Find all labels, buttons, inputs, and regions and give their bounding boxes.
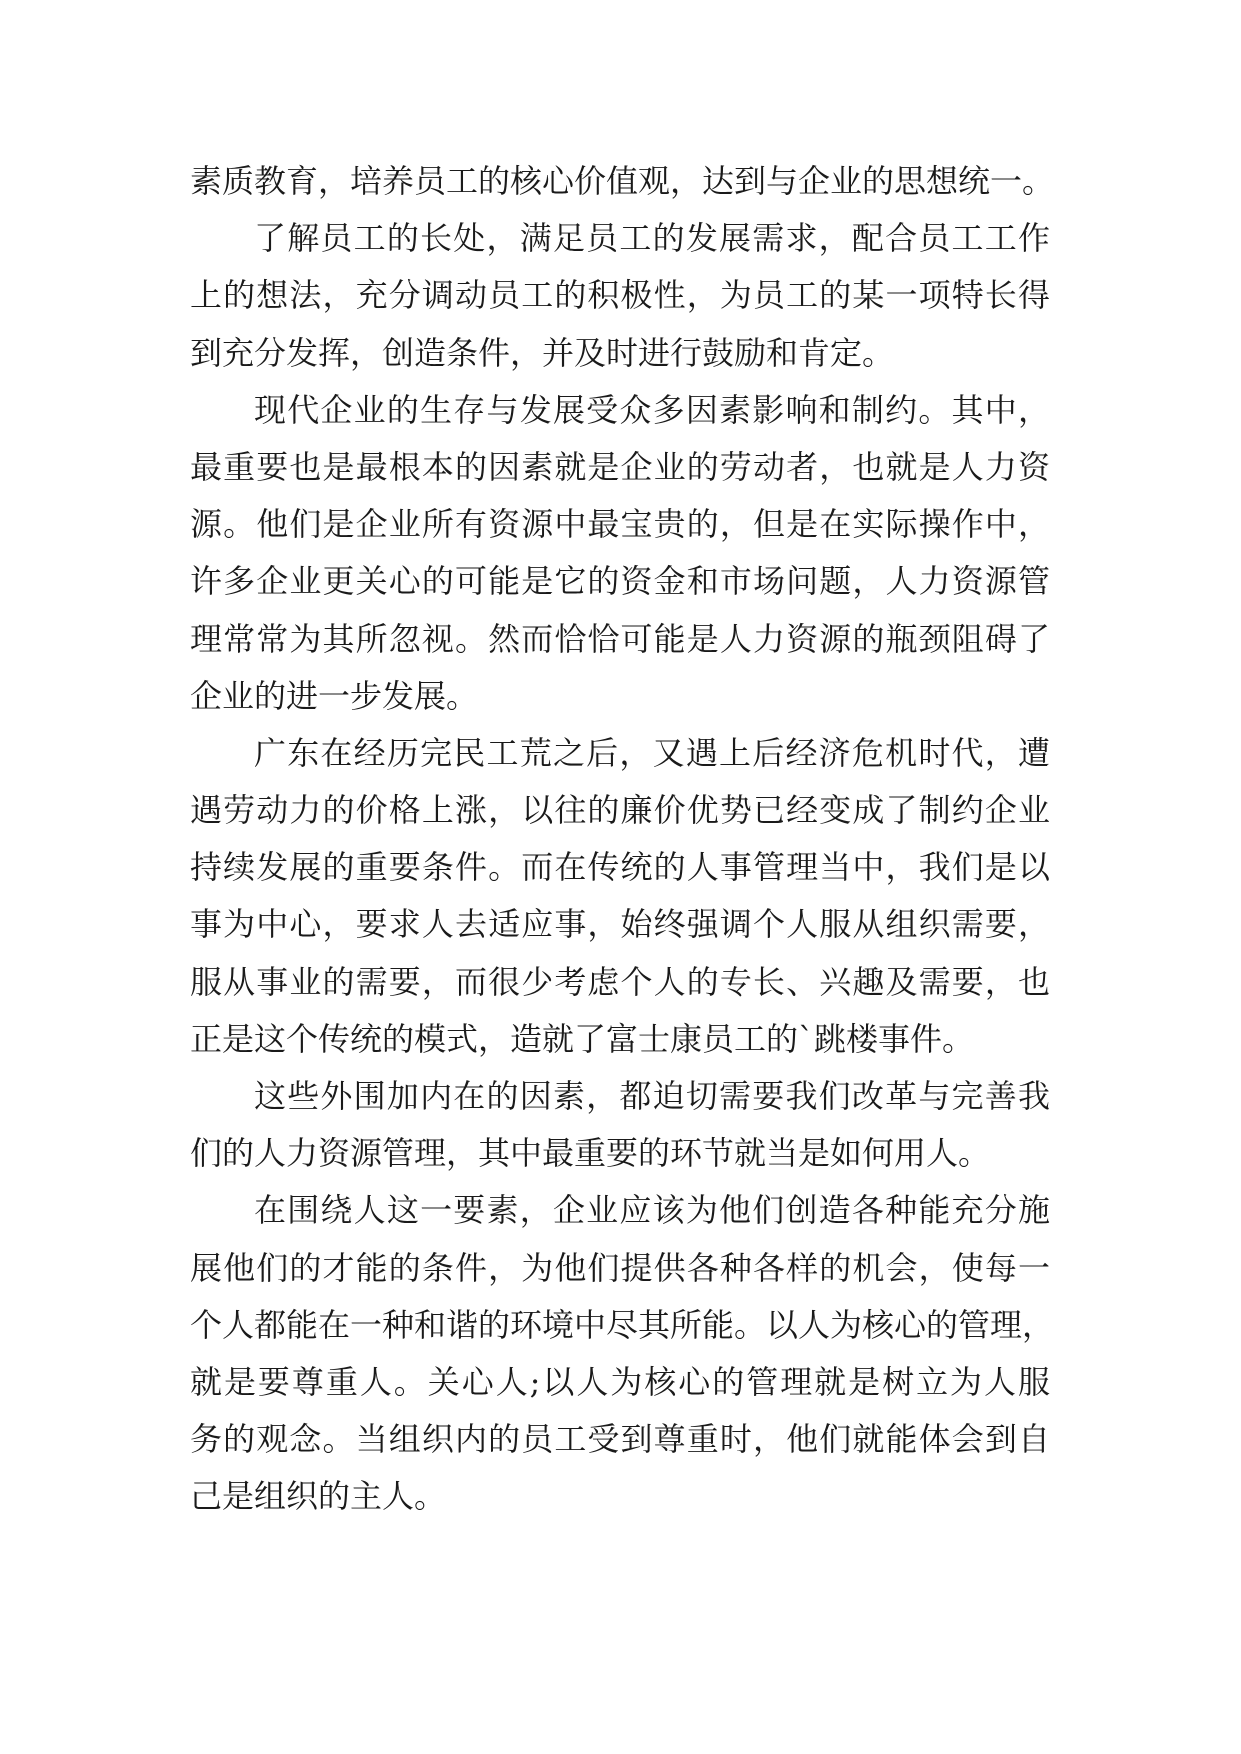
text-line: 正是这个传统的模式，造就了富士康员工的`跳楼事件。	[190, 1019, 975, 1058]
text-line: 们的人力资源管理，其中最重要的环节就当是如何用人。	[190, 1134, 991, 1173]
text-line: 这些外围加内在的因素，都迫切需要我们改革与完善我	[254, 1077, 1050, 1115]
text-line: 最重要也是最根本的因素就是企业的劳动者，也就是人力资	[190, 447, 1050, 486]
text-line: 在围绕人这一要素，企业应该为他们创造各种能充分施	[254, 1191, 1050, 1230]
text-line: 展他们的才能的条件，为他们提供各种各样的机会，使每一	[190, 1248, 1050, 1287]
paragraph	[190, 1068, 1050, 1182]
body-text	[190, 153, 1055, 1526]
paragraph	[190, 1182, 1055, 1525]
text-line: 己是组织的主人。	[190, 1477, 447, 1516]
paragraph	[190, 210, 1050, 382]
paragraph	[190, 382, 1050, 725]
text-line: 服从事业的需要，而很少考虑个人的专长、兴趣及需要，也	[190, 962, 1050, 1001]
text-line: 务的观念。当组织内的员工受到尊重时，他们就能体会到自	[190, 1420, 1050, 1459]
text-line: 素质教育，培养员工的核心价值观，达到与企业的思想统一。	[190, 162, 1055, 200]
text-line: 源。他们是企业所有资源中最宝贵的，但是在实际操作中，	[190, 505, 1050, 544]
text-line: 理常常为其所忽视。然而恰恰可能是人力资源的瓶颈阻碍了	[190, 619, 1050, 658]
text-line: 了解员工的长处，满足员工的发展需求，配合员工工作	[254, 219, 1050, 258]
text-line: 到充分发挥，创造条件，并及时进行鼓励和肯定。	[190, 333, 895, 372]
paragraph	[190, 725, 1050, 1068]
text-line: 企业的进一步发展。	[190, 676, 479, 715]
text-line: 许多企业更关心的可能是它的资金和市场问题，人力资源管	[190, 562, 1050, 601]
text-line: 上的想法，充分调动员工的积极性，为员工的某一项特长得	[190, 276, 1050, 315]
text-line: 现代企业的生存与发展受众多因素影响和制约。其中，	[254, 390, 1050, 429]
paragraph	[190, 153, 1055, 210]
text-line: 广东在经历完民工荒之后，又遇上后经济危机时代，遭	[254, 733, 1050, 772]
text-line: 事为中心，要求人去适应事，始终强调个人服从组织需要，	[190, 905, 1050, 944]
text-line: 就是要尊重人。关心人;以人为核心的管理就是树立为人服	[190, 1362, 1050, 1401]
text-line: 持续发展的重要条件。而在传统的人事管理当中，我们是以	[190, 848, 1050, 887]
text-line: 个人都能在一种和谐的环境中尽其所能。以人为核心的管理，	[190, 1305, 1055, 1344]
text-line: 遇劳动力的价格上涨，以往的廉价优势已经变成了制约企业	[190, 791, 1050, 830]
